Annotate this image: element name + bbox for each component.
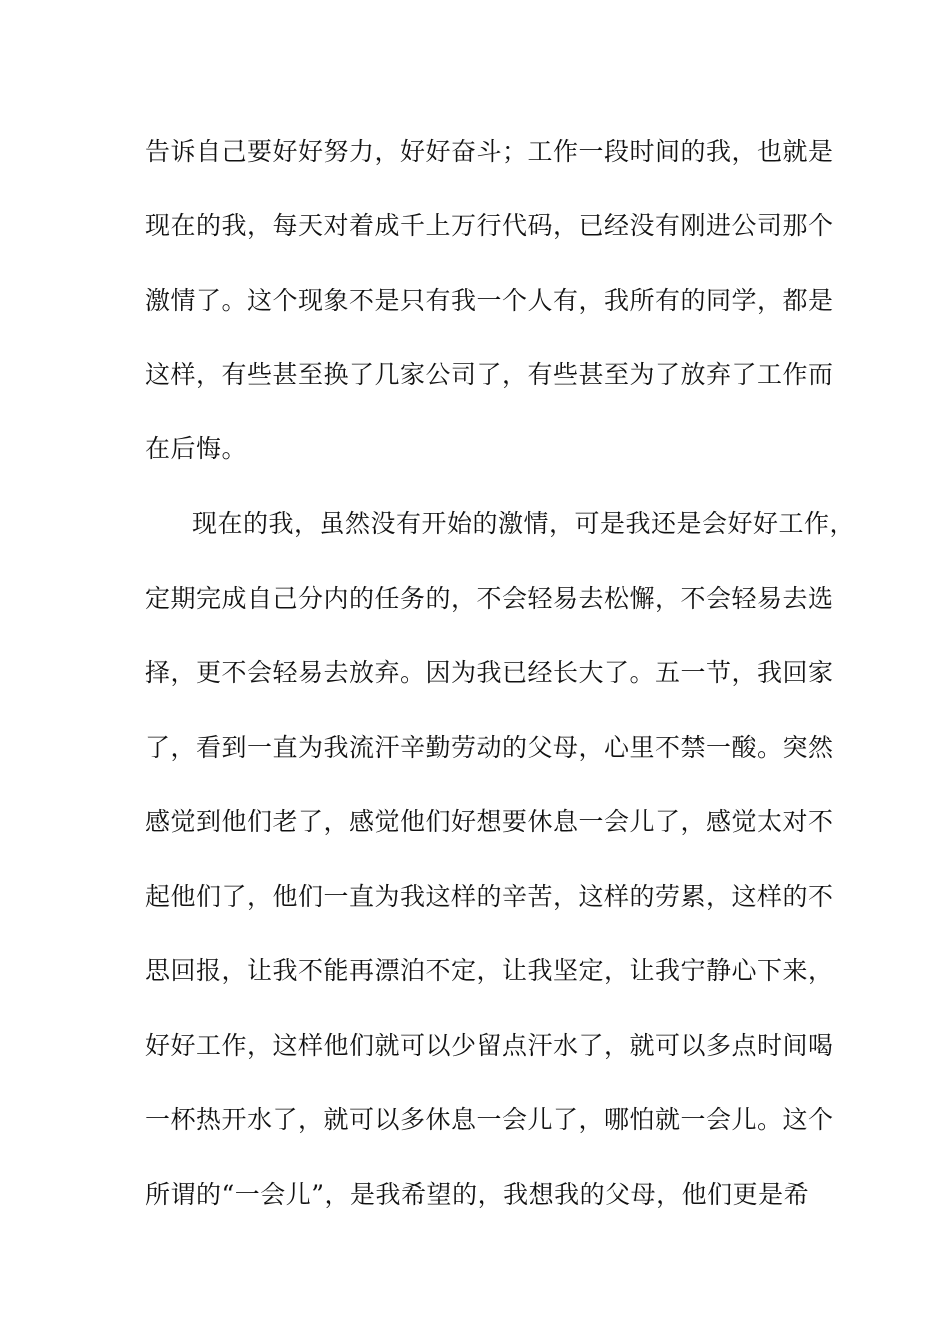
text-line: 所谓的“一会儿”，是我希望的，我想我的父母，他们更是希: [145, 1180, 810, 1209]
text-line: 现在的我，每天对着成千上万行代码，已经没有刚进公司那个: [145, 211, 834, 240]
text-line: 告诉自己要好好努力，好好奋斗；工作一段时间的我，也就是: [145, 137, 834, 166]
text-line: 起他们了，他们一直为我这样的辛苦，这样的劳累，这样的不: [145, 882, 834, 911]
text-line: 好好工作，这样他们就可以少留点汗水了，就可以多点时间喝: [145, 1031, 834, 1060]
text-line: 在后悔。: [145, 434, 248, 463]
text-line: 定期完成自己分内的任务的，不会轻易去松懈，不会轻易去选: [145, 584, 834, 613]
text-line: 择，更不会轻易去放弃。因为我已经长大了。五一节，我回家: [145, 658, 834, 687]
text-line: 思回报，让我不能再漂泊不定，让我坚定，让我宁静心下来，: [145, 956, 834, 985]
text-line: 现在的我，虽然没有开始的激情，可是我还是会好好工作，: [192, 509, 856, 538]
text-line: 了，看到一直为我流汗辛勤劳动的父母，心里不禁一酸。突然: [145, 733, 834, 762]
text-line: 激情了。这个现象不是只有我一个人有，我所有的同学，都是: [145, 286, 834, 315]
text-line: 一杯热开水了，就可以多休息一会儿了，哪怕就一会儿。这个: [145, 1105, 834, 1134]
text-line: 这样，有些甚至换了几家公司了，有些甚至为了放弃了工作而: [145, 360, 834, 389]
text-line: 感觉到他们老了，感觉他们好想要休息一会儿了，感觉太对不: [145, 807, 834, 836]
